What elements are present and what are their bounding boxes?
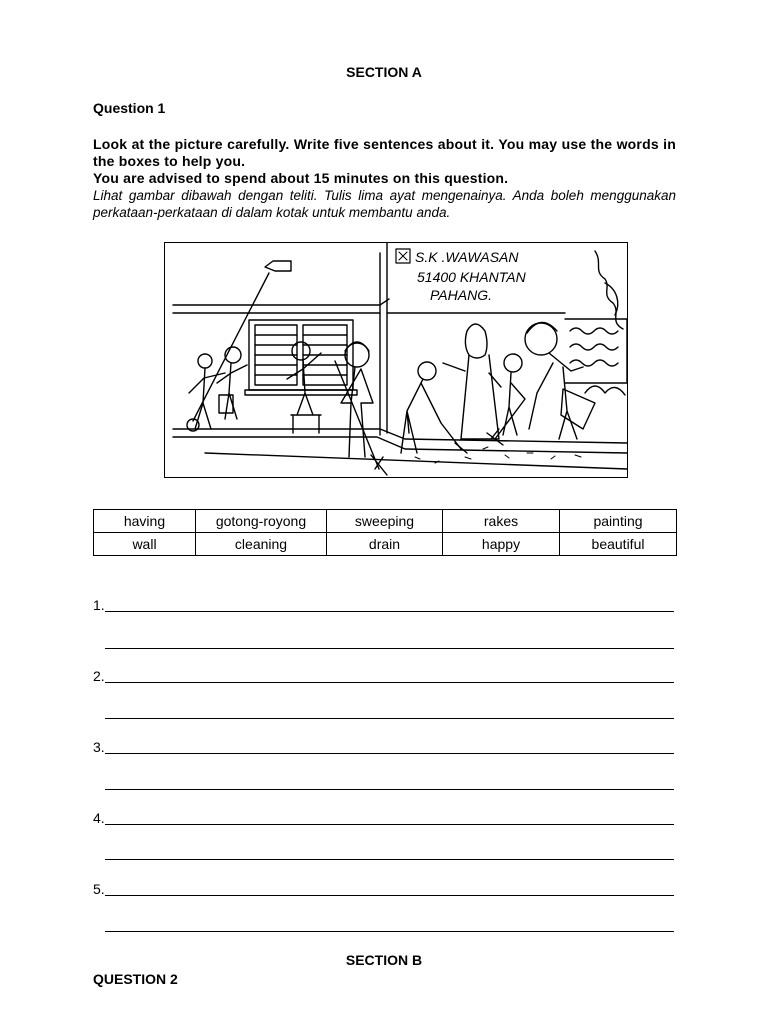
- painter-with-roller: [187, 261, 291, 431]
- writing-rule: [105, 895, 674, 896]
- answer-line-5-continued[interactable]: [105, 931, 674, 932]
- word-box-row-2: [94, 533, 677, 556]
- boy-with-dustpan: [525, 322, 595, 439]
- answer-line-3-continued[interactable]: [105, 789, 674, 790]
- question-1-instructions: [93, 136, 676, 221]
- instruction-time-advice: You are advised to spend about 15 minutes on this question.: [93, 170, 509, 186]
- answer-line-3[interactable]: [93, 739, 676, 757]
- question-1-label: Question 1: [93, 100, 166, 116]
- girl-with-broom: [335, 342, 387, 475]
- word-cell: sweeping: [327, 510, 443, 533]
- answer-number: 2.: [93, 668, 105, 684]
- word-cell: beautiful: [560, 533, 677, 556]
- word-cell: drain: [327, 533, 443, 556]
- word-box-row-1: [94, 510, 677, 533]
- word-cell: wall: [94, 533, 196, 556]
- instruction-malay: Lihat gambar dibawah dengan teliti. Tulis lima ayat mengenainya. Anda boleh menggunakan perkataan-perkataan di dalam kotak untuk membantu anda.: [93, 188, 676, 220]
- instruction-english: Look at the picture carefully. Write five sentences about it. You may use the words in the boxes to help you.: [93, 136, 676, 169]
- answer-number: 4.: [93, 810, 105, 826]
- word-cell: painting: [560, 510, 677, 533]
- word-cell: rakes: [443, 510, 560, 533]
- writing-rule: [105, 682, 674, 683]
- question-2-label: QUESTION 2: [93, 971, 178, 987]
- word-cell: having: [94, 510, 196, 533]
- sign-line-2: 51400 KHANTAN: [417, 269, 526, 285]
- section-a-title: SECTION A: [346, 64, 422, 80]
- word-cell: gotong-royong: [196, 510, 327, 533]
- ground-line: [205, 453, 627, 469]
- school-sign: [396, 249, 527, 303]
- child-painting: [217, 347, 247, 419]
- window: [245, 320, 357, 395]
- answer-line-2-continued[interactable]: [105, 718, 674, 719]
- word-cell: happy: [443, 533, 560, 556]
- gotong-royong-illustration: [164, 242, 628, 478]
- answer-line-1[interactable]: [93, 597, 676, 615]
- child-with-rake: [487, 354, 525, 445]
- answer-number: 1.: [93, 597, 105, 613]
- sign-line-3: PAHANG.: [430, 287, 492, 303]
- answer-line-4[interactable]: [93, 810, 676, 828]
- answer-line-5[interactable]: [93, 881, 676, 899]
- writing-rule: [105, 753, 674, 754]
- drain-edge: [173, 429, 627, 443]
- sign-line-1: S.K .WAWASAN: [415, 249, 519, 265]
- word-box-table: [93, 509, 677, 556]
- section-b-title: SECTION B: [345, 952, 423, 968]
- answer-line-1-continued[interactable]: [105, 648, 674, 649]
- writing-rule: [105, 611, 674, 612]
- teacher: [443, 324, 501, 439]
- tree-right: [565, 251, 627, 395]
- answer-line-4-continued[interactable]: [105, 859, 674, 860]
- answer-number: 5.: [93, 881, 105, 897]
- writing-rule: [105, 824, 674, 825]
- answer-number: 3.: [93, 739, 105, 755]
- answer-line-2[interactable]: [93, 668, 676, 686]
- word-cell: cleaning: [196, 533, 327, 556]
- building-roof-line-left: [173, 299, 389, 305]
